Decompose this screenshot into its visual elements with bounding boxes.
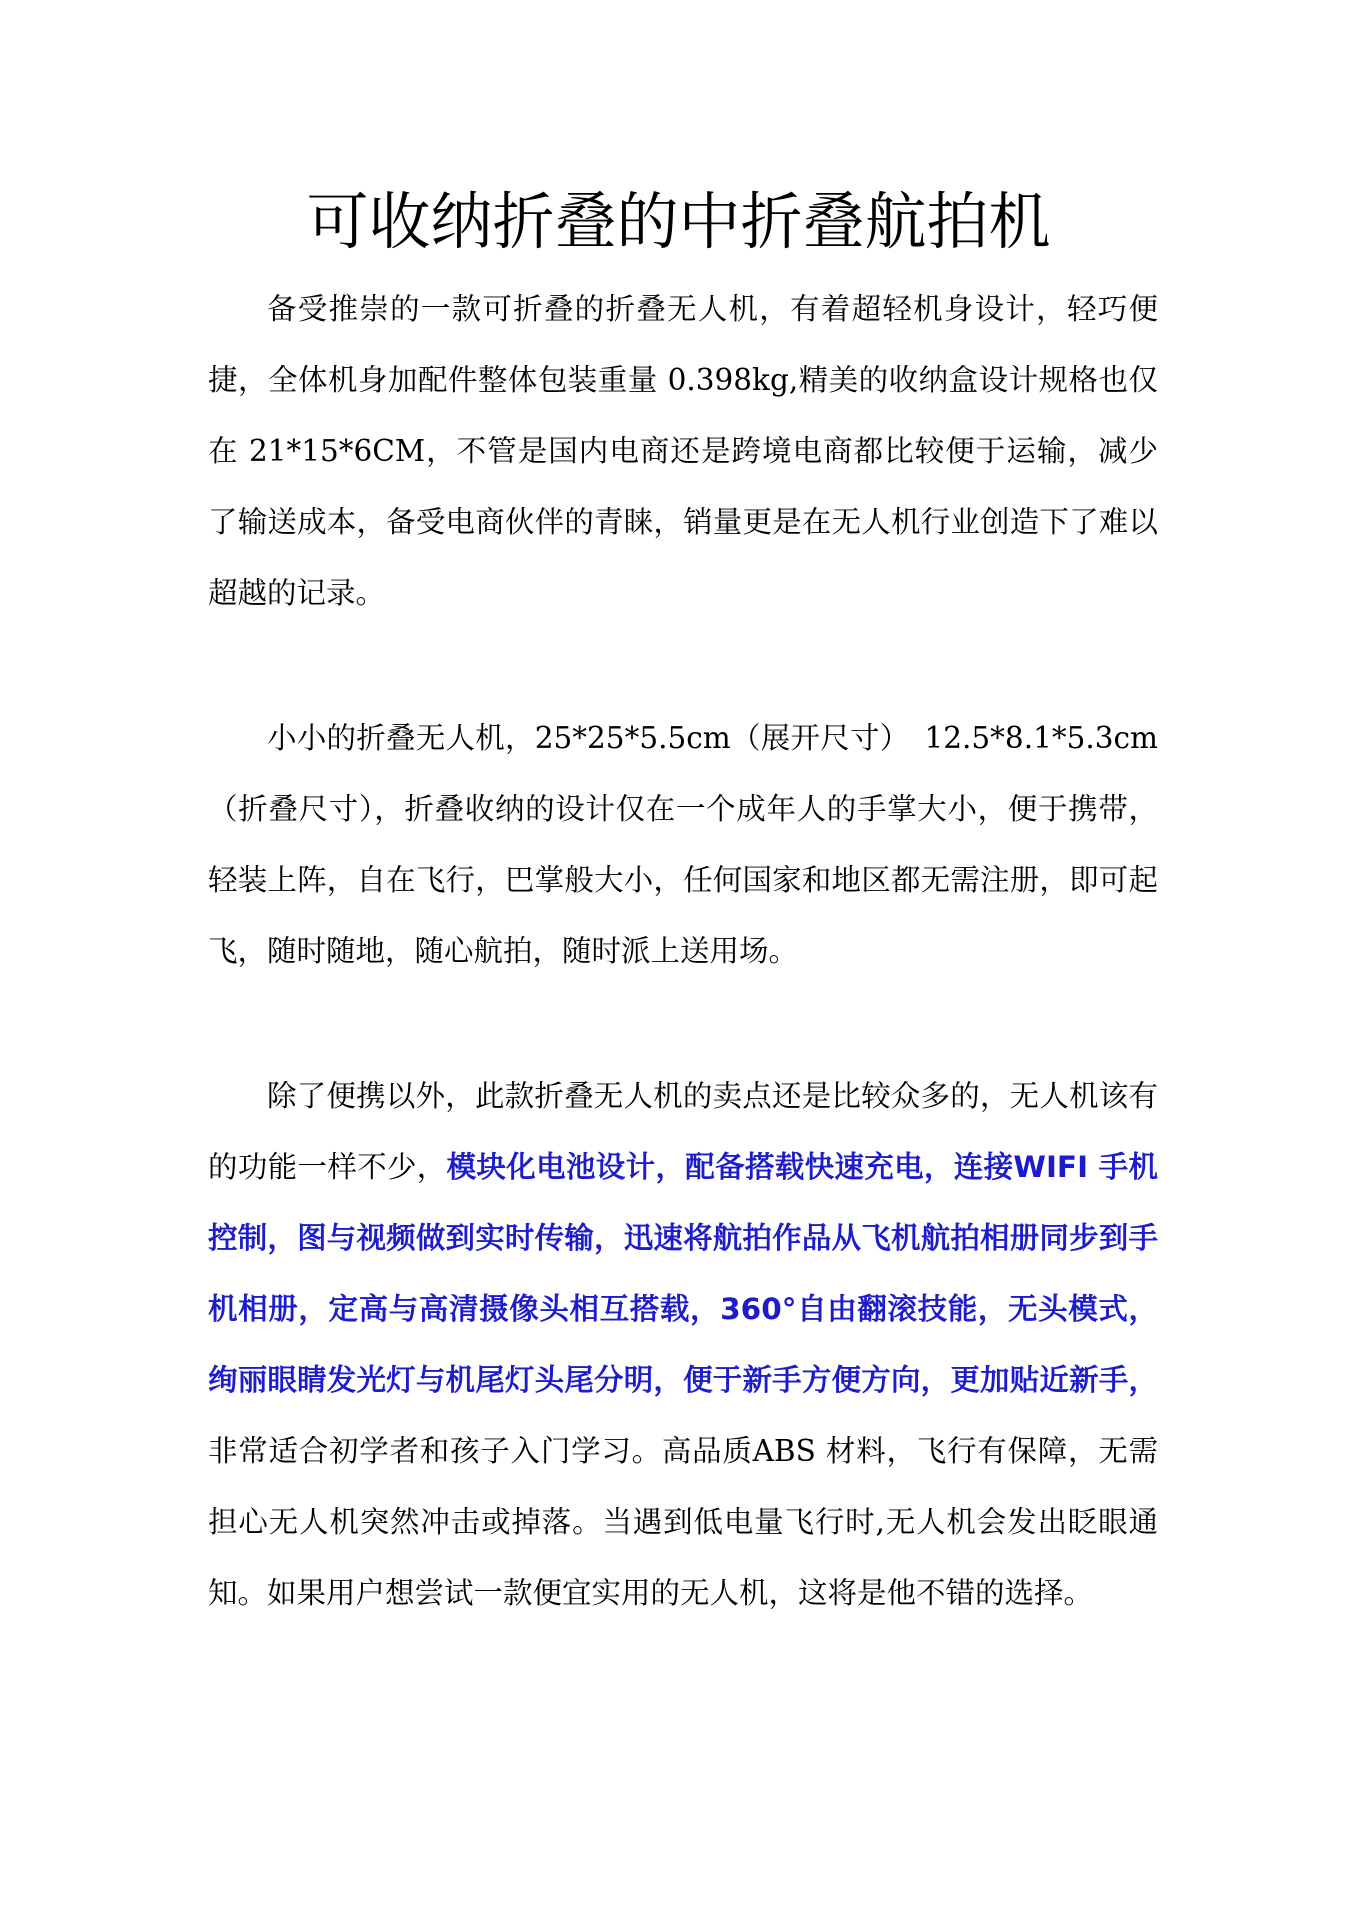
- features-lead-text: 除了便携以外，此款折叠无人机的卖点还是比较众多的，无人机该有的功能一样不少，: [208, 1079, 1158, 1184]
- paragraph-dimensions: 小小的折叠无人机，25*25*5.5cm（展开尺寸） 12.5*8.1*5.3cm（折叠尺寸），折叠收纳的设计仅在一个成年人的手掌大小，便于携带，轻装上阵，自在飞行，巴掌般大小，任何国家和地区都无需注册，即可起飞，随时随地，随心航拍，随时派上送用场。: [208, 721, 1158, 968]
- document-title: 可收纳折叠的中折叠航拍机: [306, 185, 1051, 258]
- features-highlight-text: 模块化电池设计，配备搭载快速充电，连接WIFI 手机控制，图与视频做到实时传输，迅速将航拍作品从飞机航拍相册同步到手机相册，定高与高清摄像头相互搭载，360°自由翻滚技能，无头模式，绚丽眼睛发光灯与机尾灯头尾分明，便于新手方便方向，更加贴近新手，: [208, 1150, 1158, 1397]
- paragraph-features: [208, 1061, 1158, 1629]
- paragraph-intro: 备受推崇的一款可折叠的折叠无人机，有着超轻机身设计，轻巧便捷，全体机身加配件整体包装重量 0.398kg,精美的收纳盒设计规格也仅在 21*15*6CM，不管是国内电商还是跨境电商都比较便于运输，减少了输送成本，备受电商伙伴的青睐，销量更是在无人机行业创造下了难以超越的记录。: [208, 292, 1158, 610]
- features-closing-text: 非常适合初学者和孩子入门学习。高品质ABS 材料，飞行有保障，无需担心无人机突然冲击或掉落。当遇到低电量飞行时,无人机会发出眨眼通知。如果用户想尝试一款便宜实用的无人机，这将是他不错的选择。: [208, 1434, 1158, 1610]
